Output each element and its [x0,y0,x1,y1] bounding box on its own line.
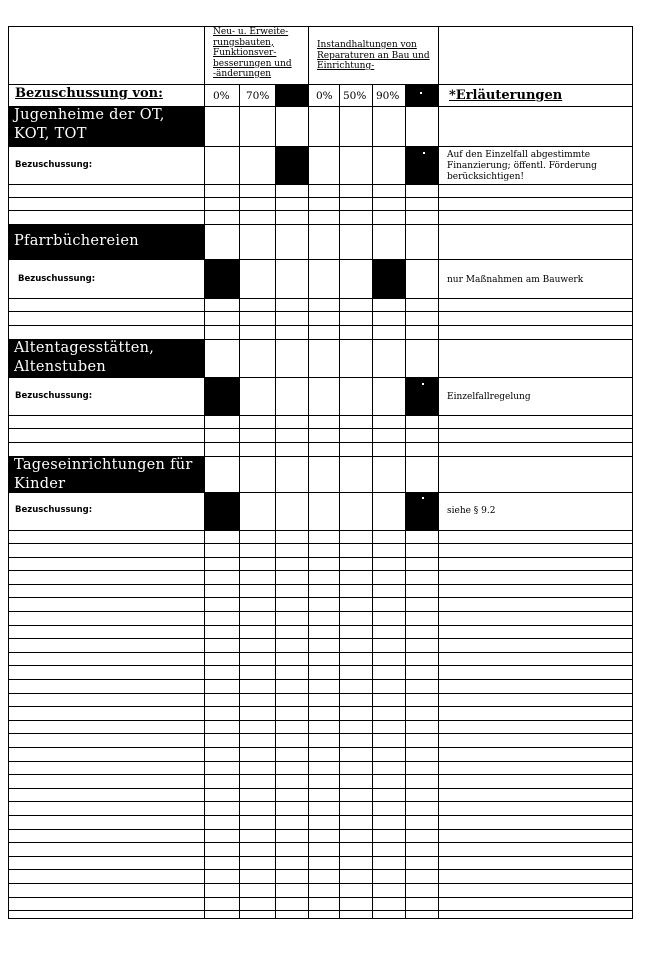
rule [8,146,633,147]
rule [8,747,633,748]
rule [8,597,633,598]
rule [8,638,633,639]
rule [8,788,633,789]
rule [8,557,633,558]
row-label-heading: Bezuschussung von: [15,86,163,101]
percent-repair-0: 0% [316,90,333,102]
section-title-1: Jugenheime der OT, KOT, TOT [14,107,165,142]
rule [8,815,633,816]
header-black-cell-new [276,85,308,106]
rule [8,311,633,312]
section-note-1: Auf den Einzelfall abgestimmte Finanzierung; öffentl. Förderung berücksichtigen! [447,150,597,182]
section-label-1: Bezuschussung: [15,160,93,170]
marked-cell-1a [276,147,308,184]
rule [8,665,633,666]
rule [8,570,633,571]
top-border [8,26,633,27]
rule [8,883,633,884]
marked-cell-3a [205,378,240,415]
section-note-4: siehe § 9.2 [447,506,496,516]
marked-cell-2a [205,260,240,298]
rule [8,377,633,378]
rule [8,442,633,443]
percent-new-0: 0% [213,90,230,102]
rule [8,679,633,680]
section-note-2: nur Maßnahmen am Bauwerk [447,275,584,285]
rule [8,625,633,626]
rule [8,492,633,493]
section-title-2: Pfarrbüchereien [14,233,139,249]
rule [8,869,633,870]
rule [8,584,633,585]
col-divider-group [308,26,309,919]
section-label-4: Bezuschussung: [15,505,93,515]
rule [8,428,633,429]
rule [8,184,633,185]
header-black-cell-repair [406,85,438,106]
rule [8,774,633,775]
percent-new-70: 70% [246,90,270,102]
bottom-border [8,918,633,919]
section-title-4: Tageseinrichtungen für Kinder [14,457,193,492]
explanations-heading: *Erläuterungen [449,88,563,103]
rule [8,298,633,299]
rule [8,801,633,802]
marked-cell-4b [406,493,438,530]
col-divider-notes [438,26,439,919]
rule [8,733,633,734]
rule [8,693,633,694]
marked-cell-1b [406,147,438,184]
rule [8,259,633,260]
rule [8,652,633,653]
header-rule-1 [8,84,633,85]
rule [8,530,633,531]
rule [8,415,633,416]
rule [8,720,633,721]
percent-repair-90: 90% [376,90,400,102]
marked-cell-4a [205,493,240,530]
rule [8,325,633,326]
section-label-2: Bezuschussung: [18,274,96,284]
rule [8,856,633,857]
section-title-3: Altentagesstätten, Altenstuben [14,340,155,375]
section-label-3: Bezuschussung: [15,391,93,401]
rule [8,829,633,830]
rule [8,197,633,198]
rule [8,910,633,911]
marked-cell-3b [406,378,438,415]
rule [8,210,633,211]
marked-cell-2b [373,260,406,298]
header-group-repair: Instandhaltungen von Reparaturen an Bau und Einrichtung- [317,40,430,71]
rule [8,842,633,843]
header-group-new: Neu- u. Erweite-rungsbauten, Funktionsver-besserungen und -änderungen [213,27,292,79]
rule [8,543,633,544]
rule [8,706,633,707]
rule [8,897,633,898]
rule [8,611,633,612]
percent-repair-50: 50% [343,90,367,102]
right-border [632,26,633,919]
rule [8,761,633,762]
section-note-3: Einzelfallregelung [447,392,531,402]
